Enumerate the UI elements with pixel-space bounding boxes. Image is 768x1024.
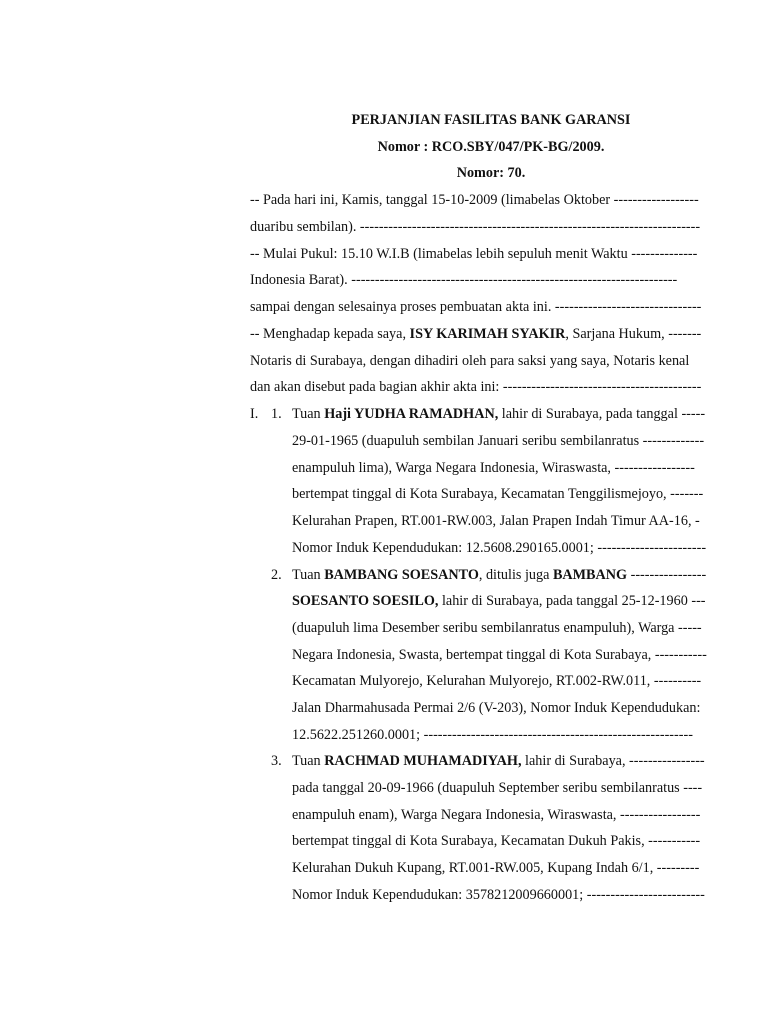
party-1-number: 1. [271,406,282,422]
party-1-first-rest: lahir di Surabaya, pada tanggal ----- [498,406,706,422]
party-2-first-mid: , ditulis juga [478,567,553,583]
agreement-number: Nomor : RCO.SBY/047/PK-BG/2009. [377,139,605,155]
time-line-2: Indonesia Barat). --------------------------------------------------------------------- [250,272,678,288]
party-3-first-line [292,752,705,770]
party-1-prefix: Tuan [292,406,325,422]
party-2-line: Jalan Dharmahusada Permai 2/6 (V-203), Nomor Induk Kependudukan: [292,700,701,716]
notary-line: Notaris di Surabaya, dengan dihadiri oleh para saksi yang saya, Notaris kenal [250,353,690,369]
party-2-line: Negara Indonesia, Swasta, bertempat tinggal di Kota Surabaya, ----------- [292,647,707,663]
party-2-alias-line [292,592,706,610]
party-1-line: Kelurahan Prapen, RT.001-RW.003, Jalan Prapen Indah Timur AA-16, - [292,513,700,529]
party-3-line: Nomor Induk Kependudukan: 3578212009660001; ------------------------- [292,887,705,903]
party-1-line: bertempat tinggal di Kota Surabaya, Kecamatan Tenggilismejoyo, ------- [292,486,704,502]
party-1-first-line [292,405,705,423]
party-2-first-line [292,566,706,584]
party-1-name: Haji YUDHA RAMADHAN, [324,406,499,422]
appearance-line [250,325,701,343]
notary-name: ISY KARIMAH SYAKIR [409,326,566,342]
party-1-line: enampuluh lima), Warga Negara Indonesia, Wiraswasta, ----------------- [292,460,695,476]
until-line: sampai dengan selesainya proses pembuatan akta ini. ------------------------------- [250,299,702,315]
party-3-line: enampuluh enam), Warga Negara Indonesia, Wiraswasta, ----------------- [292,807,701,823]
party-2-prefix: Tuan [292,567,325,583]
party-1-line: Nomor Induk Kependudukan: 12.5608.290165.0001; ----------------------- [292,540,707,556]
party-3-line: bertempat tinggal di Kota Surabaya, Kecamatan Dukuh Pakis, ----------- [292,833,701,849]
party-1-line: 29-01-1965 (duapuluh sembilan Januari seribu sembilanratus ------------- [292,433,705,449]
party-3-name: RACHMAD MUHAMADIYAH, [324,753,522,769]
party-3-prefix: Tuan [292,753,325,769]
time-line-1: -- Mulai Pukul: 15.10 W.I.B (limabelas lebih sepuluh menit Waktu -------------- [250,246,698,262]
date-line-2: duaribu sembilan). ------------------------------------------------------------------------ [250,219,701,235]
deed-number: Nomor: 70. [456,165,526,181]
section-label: I. [250,406,259,422]
party-2-line: 12.5622.251260.0001; --------------------------------------------------------- [292,727,693,743]
appearance-text-b: , Sarjana Hukum, ------- [565,326,702,342]
party-3-first-rest: lahir di Surabaya, ---------------- [521,753,705,769]
party-2-alias-rest: lahir di Surabaya, pada tanggal 25-12-1960 --- [438,593,706,609]
party-3-line: Kelurahan Dukuh Kupang, RT.001-RW.005, Kupang Indah 6/1, --------- [292,860,700,876]
document-title: PERJANJIAN FASILITAS BANK GARANSI [351,112,631,128]
party-2-line: (duapuluh lima Desember seribu sembilanratus enampuluh), Warga ----- [292,620,702,636]
party-2-first-rest: ---------------- [627,567,707,583]
date-line-1: -- Pada hari ini, Kamis, tanggal 15-10-2009 (limabelas Oktober ------------------ [250,192,699,208]
party-3-line: pada tanggal 20-09-1966 (duapuluh September seribu sembilanratus ---- [292,780,703,796]
party-2-alias: BAMBANG [552,567,628,583]
party-2-alias-bold: SOESANTO SOESILO, [292,593,439,609]
appearance-text-a: -- Menghadap kepada saya, [250,326,410,342]
party-3-number: 3. [271,753,282,769]
party-2-name: BAMBANG SOESANTO [324,567,479,583]
party-2-line: Kecamatan Mulyorejo, Kelurahan Mulyorejo, RT.002-RW.011, ---------- [292,673,702,689]
known-line: dan akan disebut pada bagian akhir akta ini: ------------------------------------------ [250,379,702,395]
party-2-number: 2. [271,567,282,583]
